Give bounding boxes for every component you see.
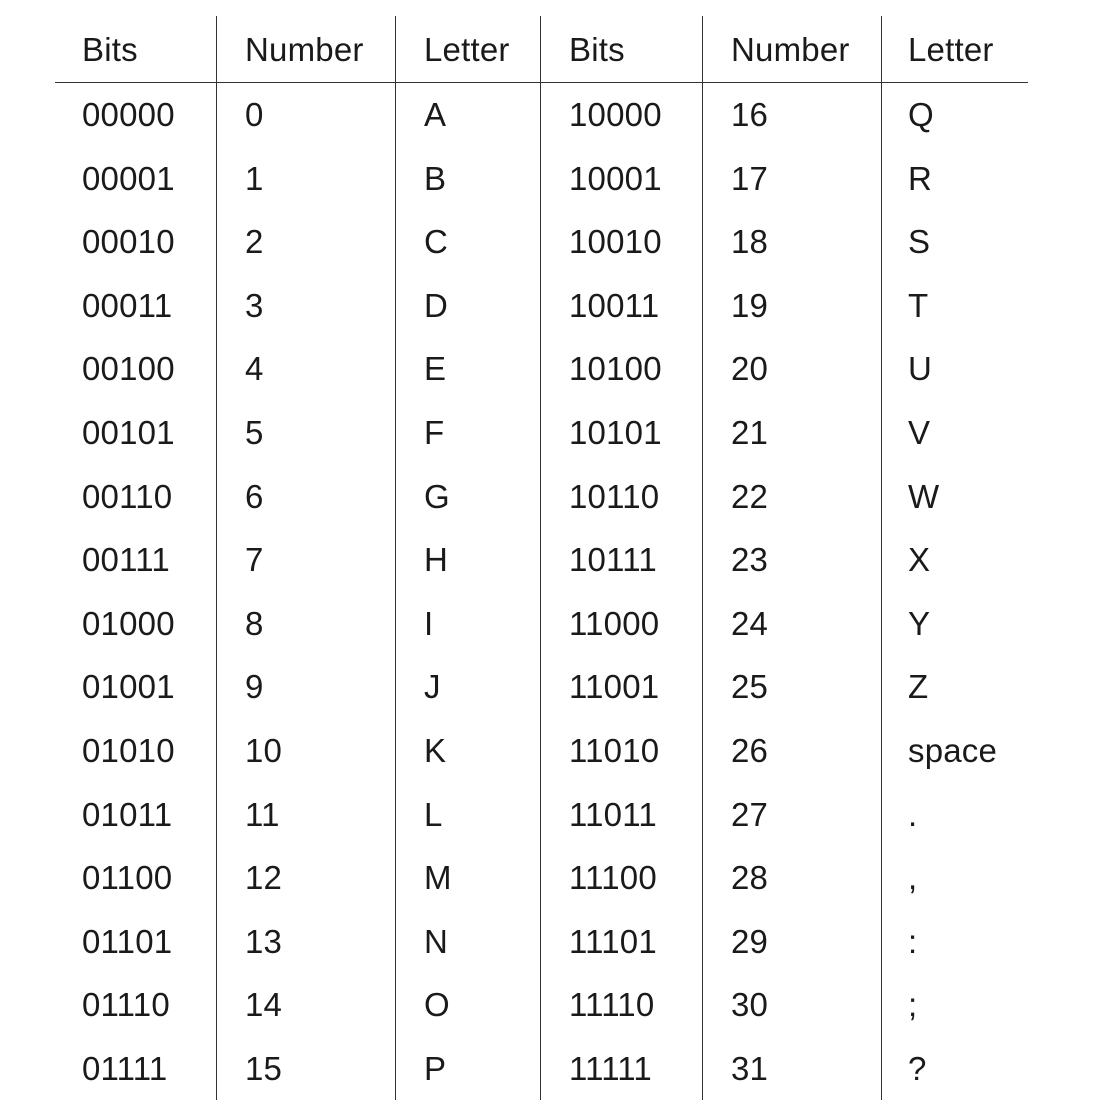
table-cell-bits: 01010: [82, 732, 175, 769]
table-cell-bits: 01011: [82, 795, 173, 833]
column-divider: [395, 16, 396, 1100]
table-cell-bits: 01100: [82, 859, 173, 897]
table-cell-bits: 00111: [82, 541, 170, 579]
column-header-bits: Bits: [82, 31, 138, 68]
table-cell-bits: 11111: [569, 1050, 652, 1087]
table-cell-letter: V: [908, 414, 931, 451]
table-cell-letter: Z: [908, 668, 929, 706]
table-cell-letter: M: [424, 859, 452, 897]
table-cell-letter: :: [908, 922, 918, 960]
table-cell-number: 4: [245, 350, 264, 388]
table-cell-number: 8: [245, 604, 264, 642]
table-cell-letter: ,: [908, 859, 918, 897]
table-cell-bits: 10111: [569, 541, 657, 579]
table-cell-number: 11: [245, 795, 280, 833]
table-cell-number: 22: [731, 477, 769, 515]
table-cell-number: 16: [731, 96, 769, 133]
table-cell-bits: 11001: [569, 668, 660, 706]
table-cell-bits: 01001: [82, 668, 175, 706]
table-cell-number: 24: [731, 604, 769, 642]
table-cell-number: 19: [731, 286, 769, 324]
table-cell-bits: 11101: [569, 922, 657, 960]
table-cell-number: 0: [245, 96, 264, 133]
table-cell-number: 6: [245, 477, 264, 515]
table-cell-number: 26: [731, 732, 769, 769]
table-cell-number: 5: [245, 414, 264, 451]
table-cell-bits: 10010: [569, 223, 662, 261]
table-cell-number: 7: [245, 541, 264, 579]
bits-letter-table: [55, 16, 1028, 1100]
table-cell-bits: 11011: [569, 795, 657, 833]
table-cell-bits: 00010: [82, 223, 175, 261]
table-cell-number: 23: [731, 541, 769, 579]
column-divider: [702, 16, 703, 1100]
column-divider: [540, 16, 541, 1100]
table-cell-letter: F: [424, 414, 445, 451]
table-cell-letter: S: [908, 223, 931, 261]
table-cell-letter: I: [424, 604, 434, 642]
table-cell-letter: ;: [908, 986, 918, 1024]
table-cell-letter: D: [424, 286, 449, 324]
column-header-letter: Letter: [908, 31, 994, 68]
table-cell-number: 25: [731, 668, 769, 706]
table-cell-number: 31: [731, 1050, 769, 1087]
table-cell-bits: 11110: [569, 986, 655, 1024]
column-header-bits: Bits: [569, 31, 625, 68]
table-cell-bits: 11010: [569, 732, 660, 769]
header-divider: [55, 82, 1028, 83]
table-cell-letter: Y: [908, 604, 931, 642]
column-header-number: Number: [731, 31, 850, 68]
table-cell-letter: J: [424, 668, 441, 706]
table-cell-number: 10: [245, 732, 283, 769]
table-cell-number: 2: [245, 223, 264, 261]
table-cell-number: 1: [245, 159, 264, 197]
table-cell-number: 3: [245, 286, 264, 324]
table-cell-number: 13: [245, 922, 283, 960]
table-cell-letter: R: [908, 159, 933, 197]
table-cell-bits: 10110: [569, 477, 660, 515]
table-cell-letter: L: [424, 795, 443, 833]
table-cell-bits: 11000: [569, 604, 660, 642]
table-cell-bits: 00001: [82, 159, 175, 197]
table-cell-bits: 00011: [82, 286, 173, 324]
table-cell-letter: E: [424, 350, 447, 388]
table-cell-number: 12: [245, 859, 283, 897]
table-cell-letter: C: [424, 223, 449, 261]
table-cell-letter: .: [908, 795, 918, 833]
table-cell-number: 30: [731, 986, 769, 1024]
table-cell-letter: G: [424, 477, 450, 515]
table-cell-number: 29: [731, 922, 769, 960]
table-cell-bits: 10100: [569, 350, 662, 388]
table-cell-number: 27: [731, 795, 769, 833]
table-cell-bits: 00100: [82, 350, 175, 388]
table-cell-letter: H: [424, 541, 449, 579]
table-cell-bits: 10101: [569, 414, 662, 451]
table-cell-number: 9: [245, 668, 264, 706]
table-cell-bits: 10011: [569, 286, 660, 324]
column-divider: [216, 16, 217, 1100]
table-cell-bits: 10001: [569, 159, 662, 197]
table-cell-letter: B: [424, 159, 447, 197]
table-cell-number: 17: [731, 159, 769, 197]
table-cell-number: 14: [245, 986, 283, 1024]
column-header-letter: Letter: [424, 31, 510, 68]
table-cell-letter: U: [908, 350, 933, 388]
table-cell-bits: 00110: [82, 477, 173, 515]
table-cell-number: 15: [245, 1050, 283, 1087]
table-cell-bits: 11100: [569, 859, 657, 897]
table-cell-number: 28: [731, 859, 769, 897]
table-cell-letter: X: [908, 541, 931, 579]
table-cell-letter: space: [908, 732, 998, 769]
table-cell-number: 20: [731, 350, 769, 388]
table-cell-letter: O: [424, 986, 450, 1024]
table-cell-letter: Q: [908, 96, 934, 133]
table-cell-letter: A: [424, 96, 447, 133]
table-cell-number: 18: [731, 223, 769, 261]
table-cell-letter: K: [424, 732, 447, 769]
column-divider: [881, 16, 882, 1100]
table-cell-letter: P: [424, 1050, 447, 1087]
table-cell-bits: 01111: [82, 1050, 168, 1087]
table-cell-bits: 01101: [82, 922, 173, 960]
table-cell-bits: 01000: [82, 604, 175, 642]
table-cell-letter: T: [908, 286, 929, 324]
table-cell-number: 21: [731, 414, 769, 451]
table-cell-bits: 00000: [82, 96, 175, 133]
table-cell-letter: ?: [908, 1050, 927, 1087]
table-cell-bits: 10000: [569, 96, 662, 133]
table-cell-bits: 00101: [82, 414, 175, 451]
table-cell-bits: 01110: [82, 986, 170, 1024]
table-cell-letter: W: [908, 477, 940, 515]
table-cell-letter: N: [424, 922, 449, 960]
column-header-number: Number: [245, 31, 364, 68]
